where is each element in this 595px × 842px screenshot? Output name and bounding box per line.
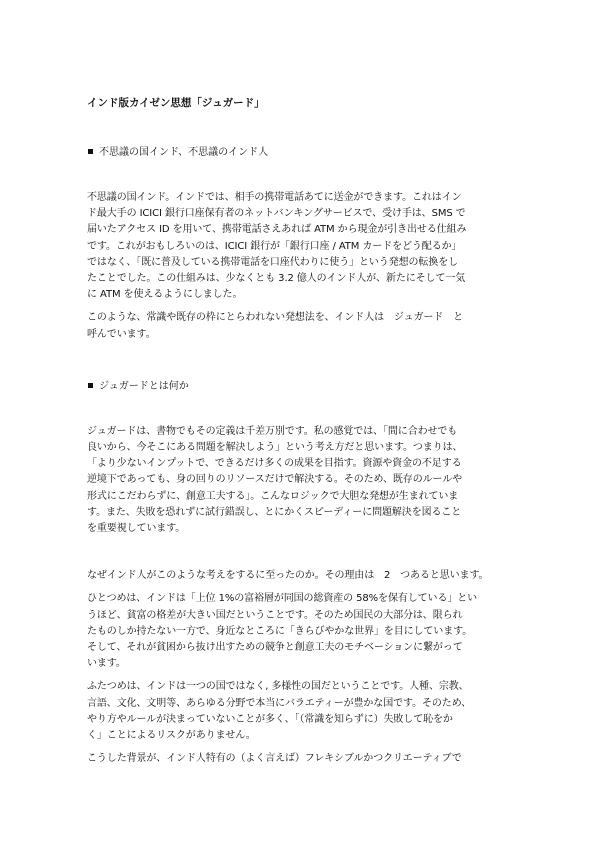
paragraph bbox=[87, 568, 517, 584]
document-body bbox=[87, 96, 517, 774]
paragraph-line: そして、それが貧困から抜け出すための競争と創意工夫のモチベーションに繋がって bbox=[87, 642, 463, 654]
paragraph bbox=[87, 190, 517, 303]
paragraph-line: を重要視しています。 bbox=[87, 523, 186, 535]
document-title: インド版カイゼン思想「ジュガード」 bbox=[87, 97, 265, 109]
paragraph-line: やり方やルールが決まっていないことが多く、「（常識を知らずに）失敗して恥をか bbox=[87, 713, 453, 725]
section-heading-1 bbox=[87, 146, 517, 160]
paragraph-line: です。これがおもしろいのは、ICICI 銀行が「銀行口座 / ATM カードをどう配るか」 bbox=[87, 240, 462, 252]
paragraph-line: く」ことによるリスクがありません。 bbox=[87, 730, 256, 742]
paragraph-line: 不思議の国インド。インドでは、相手の携帯電話あてに送金ができます。これはイン bbox=[87, 192, 462, 203]
paragraph-line: ふたつめは、インドは一つの国ではなく, 多様性の国だということです。人種、宗教、 bbox=[87, 681, 469, 693]
section-heading-text: ジュガードとは何か bbox=[99, 380, 189, 392]
square-bullet-icon bbox=[88, 383, 93, 388]
paragraph bbox=[87, 679, 517, 744]
paragraph-line: ド最大手の ICICI 銀行口座保有者のネットバンキングサービスで、受け手は、SMS で bbox=[87, 208, 466, 220]
paragraph bbox=[87, 751, 517, 767]
paragraph-line: なぜインド人がこのような考えをするに至ったのか。その理由は 2 つあると思います。 bbox=[87, 570, 489, 582]
paragraph-line: す。また、失敗を恐れずに試行錯誤し、とにかくスピーディーに問題解決を図ること bbox=[87, 506, 462, 518]
section-heading-text: 不思議の国インド、不思議のインド人 bbox=[99, 147, 269, 158]
paragraph-line: うほど、貧富の格差が大きい国だということです。そのため国民の大部分は、限られ bbox=[87, 609, 463, 621]
paragraph-line: に ATM を使えるようにしました。 bbox=[87, 289, 243, 301]
paragraph-line: 届いたアクセス ID を用いて、携帯電話さえあれば ATM から現金が引き出せる仕組み bbox=[87, 224, 467, 236]
paragraph-line: 呼んでいます。 bbox=[87, 328, 156, 340]
paragraph-line: こうした背景が、インド人特有の（よく言えば）フレキシブルかつクリエーティブで bbox=[87, 753, 462, 765]
paragraph bbox=[87, 310, 517, 342]
paragraph-line: 「より少ないインプットで、できるだけ多くの成果を目指す。資源や資金の不足する bbox=[87, 458, 462, 470]
paragraph-line: たものしか持たない一方で、身近なところに「きらびやかな世界」を目にしています。 bbox=[87, 625, 473, 637]
paragraph-line: 言語、文化、文明等、あらゆる分野で本当にバラエティーが豊かな国です。そのため、 bbox=[87, 697, 472, 709]
paragraph-line: 逆境下であっても、身の回りのリソースだけで解決する。そのため、既存のルールや bbox=[87, 474, 462, 486]
paragraph-line: このような、常識や既存の枠にとらわれない発想法を、インド人は ジュガード と bbox=[87, 312, 463, 324]
paragraph-line: 良いから、今そこにある問題を解決しよう」という考え方だと思います。つまりは、 bbox=[87, 442, 463, 454]
paragraph-line: 形式にこだわらずに、創意工夫する」。こんなロジックで大胆な発想が生まれていま bbox=[87, 490, 459, 502]
section-heading-2 bbox=[87, 380, 517, 394]
square-bullet-icon bbox=[88, 149, 93, 154]
paragraph bbox=[87, 424, 517, 537]
paragraph-line: います。 bbox=[87, 658, 126, 670]
paragraph-line: ではなく、「既に普及している携帯電話を口座代わりに使う」という発想の転換をし bbox=[87, 256, 458, 268]
paragraph-line: ジュガードは、書物でもその定義は千差万別です。私の感覚では、「間に合わせでも bbox=[87, 425, 458, 437]
paragraph-line: たことでした。この仕組みは、少なくとも 3.2 億人のインド人が、新たにそして一気 bbox=[87, 273, 466, 285]
paragraph bbox=[87, 591, 517, 672]
paragraph-line: ひとつめは、インドは「上位 1%の富裕層が同国の総資産の 58%を保有している」とい bbox=[87, 593, 478, 605]
